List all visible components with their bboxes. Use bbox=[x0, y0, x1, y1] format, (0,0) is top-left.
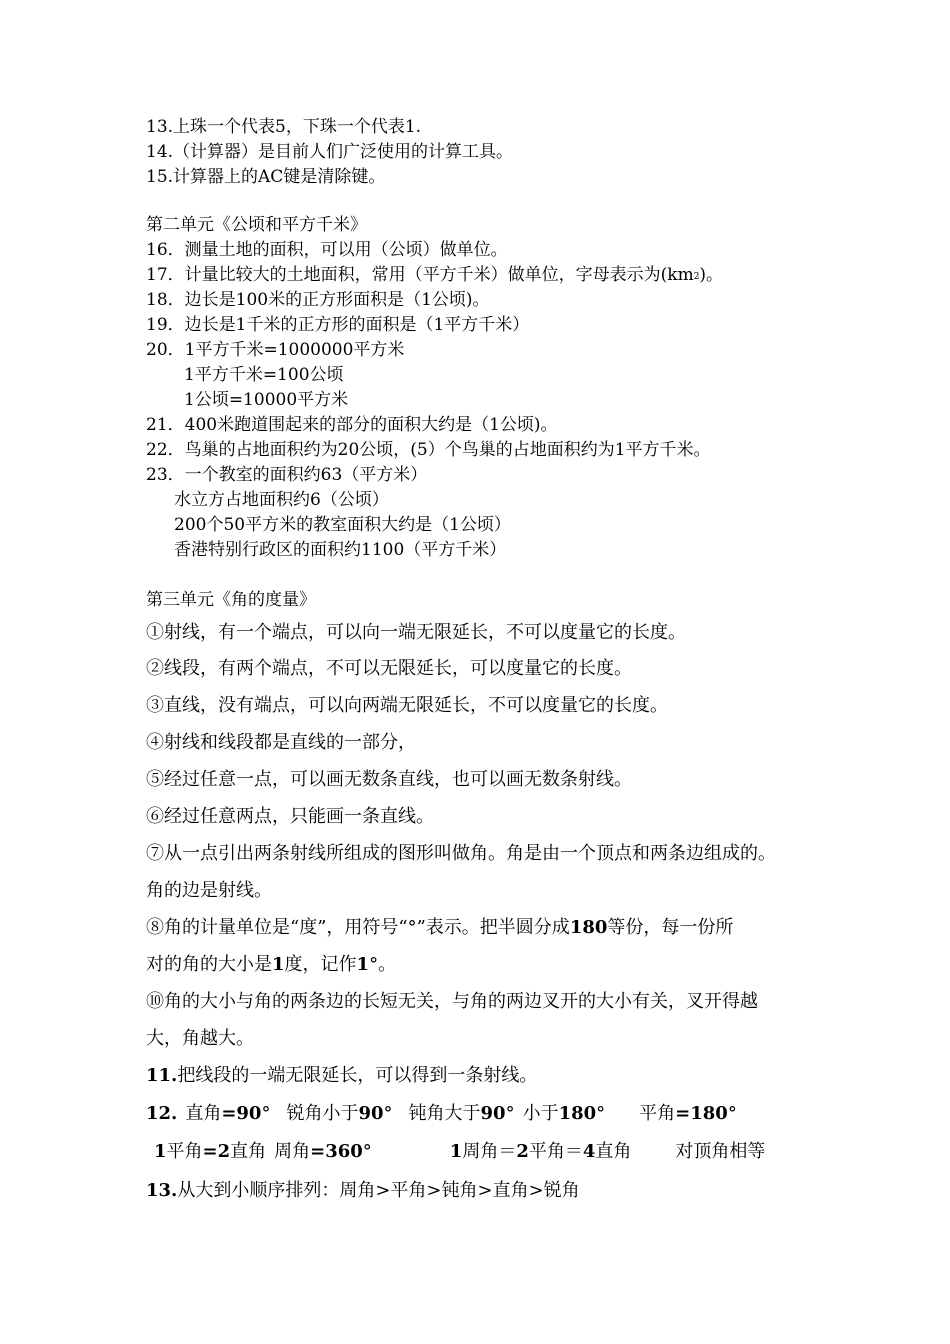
acute-angle-label: 锐角小于 bbox=[286, 1103, 359, 1124]
degree-symbol: ° bbox=[362, 1141, 372, 1162]
right-angle-text-2: 直角 bbox=[595, 1141, 632, 1162]
unit2-item-23a: 23．一个教室的面积约63（平方米） bbox=[146, 465, 428, 485]
unit2-item-16: 16．测量土地的面积，可以用（公顷）做单位。 bbox=[146, 240, 508, 260]
unit3-point-12b bbox=[154, 1141, 765, 1163]
degree-symbol: ° bbox=[596, 1103, 606, 1124]
full-angle-value: =360 bbox=[310, 1141, 363, 1162]
full-angle-count: 1 bbox=[449, 1141, 463, 1162]
unit3-point-8a bbox=[146, 917, 733, 939]
unit2-item-23d: 香港特别行政区的面积约1100（平方千米） bbox=[174, 540, 507, 560]
unit3-point-10b: 大，角越大。 bbox=[146, 1028, 254, 1049]
acute-angle-value: 90 bbox=[358, 1103, 384, 1124]
right-angle-text: 直角 bbox=[230, 1141, 267, 1162]
obtuse-angle-label: 钝角大于 bbox=[408, 1103, 481, 1124]
obtuse-angle-less-than: 小于 bbox=[522, 1103, 559, 1124]
straight-angle-label: 平角 bbox=[639, 1103, 676, 1124]
unit2-title: 第二单元《公顷和平方千米》 bbox=[146, 215, 367, 235]
unit3-point-7b: 角的边是射线。 bbox=[146, 880, 272, 901]
straight-angle-text: 平角 bbox=[166, 1141, 203, 1162]
straight-angle-count-2: 2 bbox=[516, 1141, 529, 1162]
unit2-item-17-end: )。 bbox=[699, 265, 724, 285]
unit2-item-20b: 1平方千米=100公顷 bbox=[184, 365, 344, 385]
unit2-item-22: 22．鸟巢的占地面积约为20公顷，(5）个鸟巢的占地面积约为1平方千米。 bbox=[146, 440, 711, 460]
unit2-item-23b: 水立方占地面积约6（公顷） bbox=[174, 490, 389, 510]
straight-angle-equals: 平角＝ bbox=[528, 1141, 583, 1162]
unit2-item-21: 21．400米跑道围起来的部分的面积大约是（1公顷)。 bbox=[146, 415, 558, 435]
unit3-point-13-text: 从大到小顺序排列：周角>平角>钝角>直角>锐角 bbox=[177, 1180, 580, 1201]
unit3-point-11-number: 11. bbox=[146, 1065, 178, 1086]
unit3-point-4: ④射线和线段都是直线的一部分， bbox=[146, 732, 416, 753]
straight-angle-value: =180 bbox=[675, 1103, 728, 1124]
unit3-point-8b-text3: °。 bbox=[369, 954, 397, 975]
unit3-point-8a-value: 180 bbox=[569, 917, 608, 938]
unit3-point-1: ①射线，有一个端点，可以向一端无限延长，不可以度量它的长度。 bbox=[146, 622, 686, 643]
unit3-point-2: ②线段，有两个端点，不可以无限延长，可以度量它的长度。 bbox=[146, 658, 632, 679]
unit2-item-17 bbox=[146, 265, 723, 287]
unit2-item-17-sup: 2 bbox=[693, 272, 700, 282]
degree-symbol: ° bbox=[727, 1103, 737, 1124]
unit3-point-8b-value2: 1 bbox=[356, 954, 370, 975]
unit3-point-8b-text2: 度，记作 bbox=[284, 954, 357, 975]
vertical-angles-equal: 对顶角相等 bbox=[675, 1141, 766, 1162]
obtuse-angle-value-max: 180 bbox=[558, 1103, 597, 1124]
unit2-item-19: 19．边长是1千米的正方形的面积是（1平方千米） bbox=[146, 315, 530, 335]
unit2-item-18: 18．边长是100米的正方形面积是（1公顷)。 bbox=[146, 290, 490, 310]
unit3-point-8b-text1: 对的角的大小是 bbox=[146, 954, 272, 975]
unit3-point-11 bbox=[146, 1065, 537, 1087]
degree-symbol: ° bbox=[261, 1103, 271, 1124]
obtuse-angle-value-min: 90 bbox=[480, 1103, 506, 1124]
unit3-point-3: ③直线，没有端点，可以向两端无限延长，不可以度量它的长度。 bbox=[146, 695, 668, 716]
unit1-item-14: 14.（计算器）是目前人们广泛使用的计算工具。 bbox=[146, 142, 514, 162]
degree-symbol: ° bbox=[505, 1103, 515, 1124]
unit3-point-10a: ⑩角的大小与角的两条边的长短无关，与角的两边叉开的大小有关，叉开得越 bbox=[146, 991, 758, 1012]
unit3-point-5: ⑤经过任意一点，可以画无数条直线，也可以画无数条射线。 bbox=[146, 769, 632, 790]
full-angle-label: 周角 bbox=[274, 1141, 311, 1162]
right-angle-count-2: 4 bbox=[582, 1141, 596, 1162]
unit3-point-8b bbox=[146, 954, 396, 976]
unit3-point-12-number: 12. bbox=[146, 1103, 178, 1124]
right-angle-label: 直角 bbox=[185, 1103, 222, 1124]
unit2-item-17-text: 17．计量比较大的土地面积，常用（平方千米）做单位，字母表示为(km bbox=[146, 265, 694, 285]
unit3-point-8a-text1: ⑧角的计量单位是“度”，用符号“°”表示。把半圆分成 bbox=[146, 917, 570, 938]
right-angle-value: =90 bbox=[221, 1103, 262, 1124]
right-angle-count: =2 bbox=[202, 1141, 231, 1162]
unit3-point-12a bbox=[146, 1103, 737, 1125]
unit1-item-15: 15.计算器上的AC键是清除键。 bbox=[146, 167, 386, 187]
straight-angle-count: 1 bbox=[154, 1141, 167, 1162]
unit2-item-20a: 20．1平方千米=1000000平方米 bbox=[146, 340, 405, 360]
unit2-item-20c: 1公顷=10000平方米 bbox=[184, 390, 349, 410]
unit2-item-23c: 200个50平方米的教室面积大约是（1公顷） bbox=[174, 515, 511, 535]
unit3-point-8b-value1: 1 bbox=[272, 954, 285, 975]
unit3-point-7a: ⑦从一点引出两条射线所组成的图形叫做角。角是由一个顶点和两条边组成的。 bbox=[146, 843, 776, 864]
unit3-title: 第三单元《角的度量》 bbox=[146, 590, 316, 610]
degree-symbol: ° bbox=[383, 1103, 393, 1124]
unit3-point-11-text: 把线段的一端无限延长，可以得到一条射线。 bbox=[177, 1065, 538, 1086]
unit1-item-13: 13.上珠一个代表5，下珠一个代表1. bbox=[146, 117, 422, 137]
unit3-point-13 bbox=[146, 1180, 580, 1202]
unit3-point-13-number: 13. bbox=[146, 1180, 178, 1201]
full-angle-equals: 周角＝ bbox=[462, 1141, 517, 1162]
unit3-point-6: ⑥经过任意两点，只能画一条直线。 bbox=[146, 806, 434, 827]
unit3-point-8a-text2: 等份，每一份所 bbox=[607, 917, 734, 938]
